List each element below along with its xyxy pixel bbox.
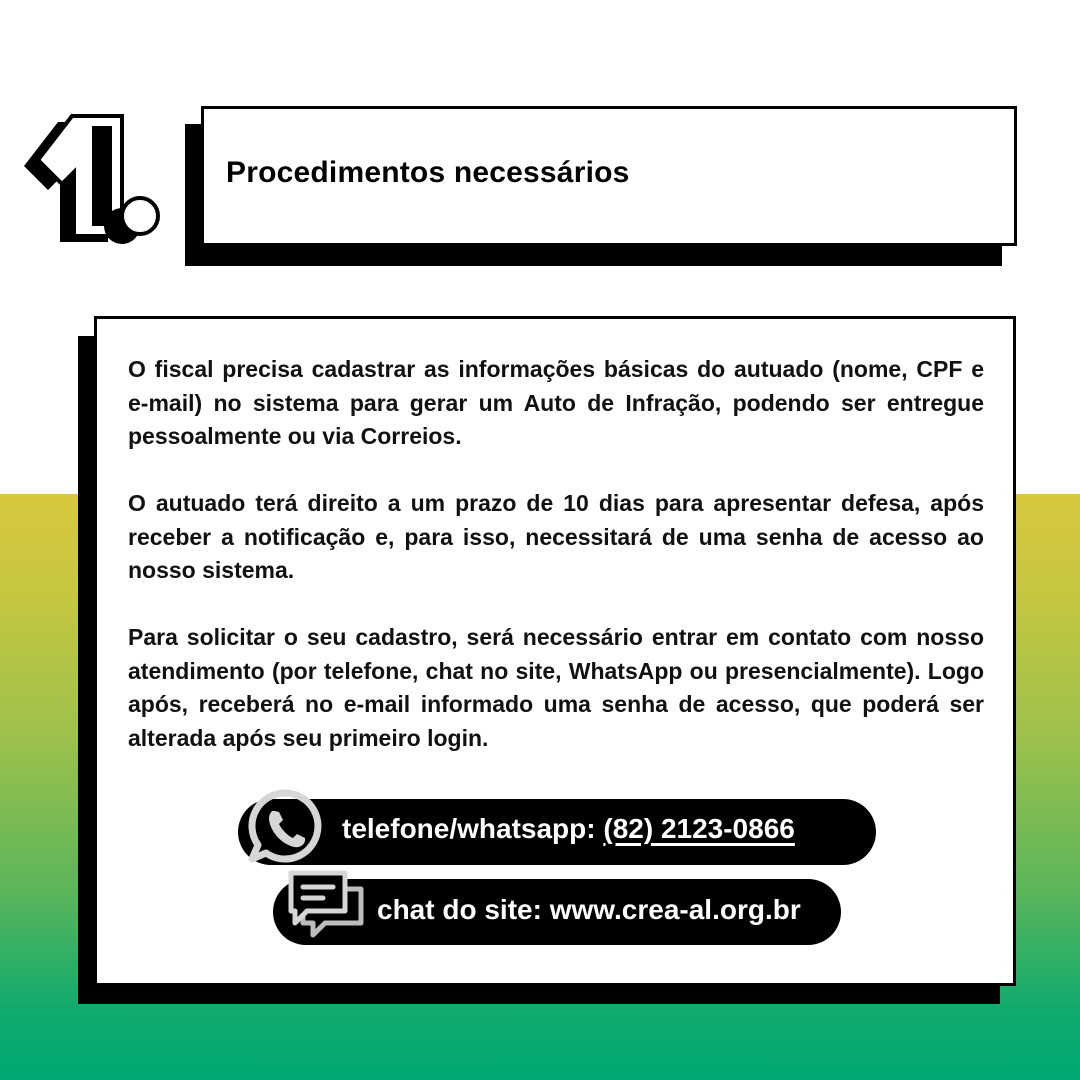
- chat-bubbles-icon: [281, 867, 371, 953]
- phone-contact-pill[interactable]: [238, 799, 876, 865]
- chat-url-link[interactable]: www.crea-al.org.br: [549, 894, 801, 925]
- phone-label: telefone/whatsapp:: [342, 813, 604, 844]
- chat-label: chat do site:: [377, 894, 550, 925]
- paragraph-cadastro: Para solicitar o seu cadastro, será necessário entrar em contato com nosso atendimento (por telefone, chat no site, WhatsApp ou presencialmente). Logo após, receberá no e-mail informado uma senha de acesso, que poderá ser alterada após seu primeiro login.: [128, 624, 984, 751]
- chat-contact-text: [377, 894, 801, 926]
- phone-contact-text: [342, 813, 795, 845]
- chat-contact-pill[interactable]: [273, 879, 841, 945]
- phone-number-link[interactable]: (82) 2123-0866: [603, 813, 795, 844]
- paragraph-prazo: O autuado terá direito a um prazo de 10 dias para apresentar defesa, após receber a notificação e, para isso, necessitará de uma senha de acesso ao nosso sistema.: [128, 490, 984, 583]
- title-box: [201, 106, 1017, 246]
- step-number-badge: [18, 112, 168, 248]
- whatsapp-icon: [244, 787, 326, 869]
- content-box: [94, 316, 1016, 986]
- page-title: Procedimentos necessários: [226, 156, 630, 189]
- paragraph-fiscal: O fiscal precisa cadastrar as informações básicas do autuado (nome, CPF e e-mail) no sistema para gerar um Auto de Infração, podendo ser entregue pessoalmente ou via Correios.: [128, 356, 984, 449]
